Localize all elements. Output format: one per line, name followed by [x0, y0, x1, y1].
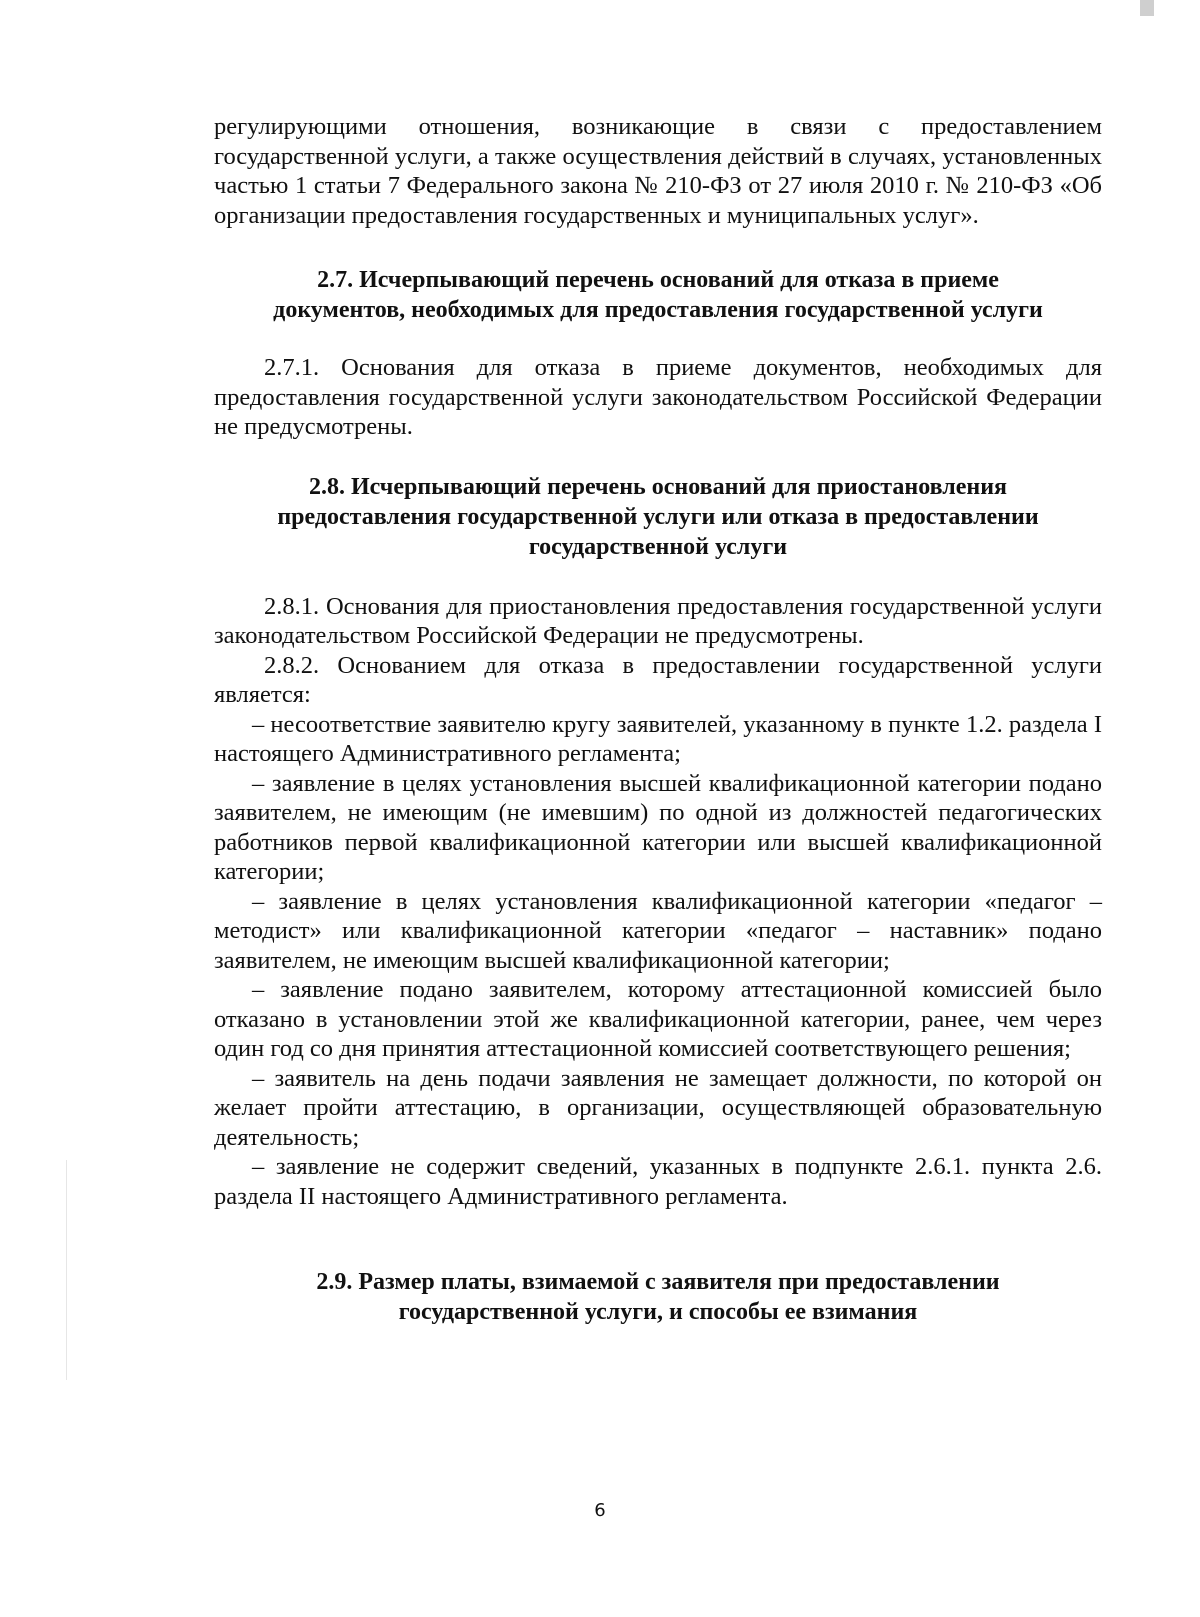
heading-line: 2.9. Размер платы, взимаемой с заявителя при предоставлении	[316, 1269, 1000, 1295]
page-number: 6	[594, 1500, 606, 1521]
heading-line: государственной услуги	[528, 533, 788, 560]
list-item: – заявление подано заявителем, которому аттестационной комиссией​ было отказано в установлении этой же квалификационной категории, ранее,​ чем через один год со дня принятия аттестационной комиссией​ соответствующего решения;	[214, 976, 1102, 1062]
document-body	[214, 112, 1102, 1327]
list-item: – заявление не содержит сведений, указанных в подпункте 2.6.1. пункта​ 2.6. раздела II настоящего Административного регламента.	[214, 1153, 1102, 1210]
heading-line: 2.8. Исчерпывающий перечень оснований для приостановления	[308, 473, 1008, 500]
paragraph-2-7-1: 2.7.1. Основания для отказа в приеме документов, необходимых для​ предоставления государственной услуги законодательством Российской​ Федерации не предусмотрены.	[214, 354, 1102, 440]
list-item: – заявление в целях установления высшей квалификационной категории​ подано заявителем, не имеющим (не имевшим) по одной из должностей​ педагогических работников первой квалификационной категории или высшей​ квалификационной категории;	[214, 769, 1102, 885]
scan-artifact	[1140, 0, 1154, 16]
heading-line: государственной услуги, и способы ее взимания	[398, 1299, 918, 1325]
section-heading-2-9	[214, 1267, 1102, 1327]
section-heading-2-8	[214, 472, 1102, 562]
paragraph-2-8-1: 2.8.1. Основания для приостановления предоставления государственной​ услуги законодательством Российской Федерации не предусмотрены.	[214, 592, 1102, 649]
scan-margin-line	[66, 1160, 67, 1380]
intro-paragraph: регулирующими отношения, возникающие в связи с предоставлением​ государственной услуги, а также осуществления действий в случаях,​ установленных частью 1 статьи 7 Федерального закона № 210-ФЗ от 27 июля​ 2010 г. № 210-ФЗ «Об организации предоставления государственных и​ муниципальных услуг».	[214, 113, 1102, 229]
heading-line: 2.7. Исчерпывающий перечень оснований для отказа в приеме	[317, 267, 999, 293]
list-item: – несоответствие заявителю кругу заявителей, указанному в пункте 1.2.​ раздела I настоящего Административного регламента;	[214, 710, 1102, 767]
paragraph-2-8-2: 2.8.2. Основанием для отказа в предоставлении государственной услуги​ является:	[214, 651, 1102, 708]
list-item: – заявление в целях установления квалификационной категории «педагог​ – методист» или квалификационной категории «педагог – наставник» подано​ заявителем, не имеющим высшей квалификационной категории;	[214, 887, 1102, 974]
list-item: – заявитель на день подачи заявления не замещает должности, по которой​ он желает пройти аттестацию, в организации, осуществляющей​ образовательную деятельность;	[214, 1064, 1102, 1151]
heading-line: предоставления государственной услуги или отказа в предоставлении	[277, 503, 1039, 530]
heading-line: документов, необходимых для предоставления государственной услуги	[273, 297, 1043, 323]
section-heading-2-7	[214, 265, 1102, 325]
